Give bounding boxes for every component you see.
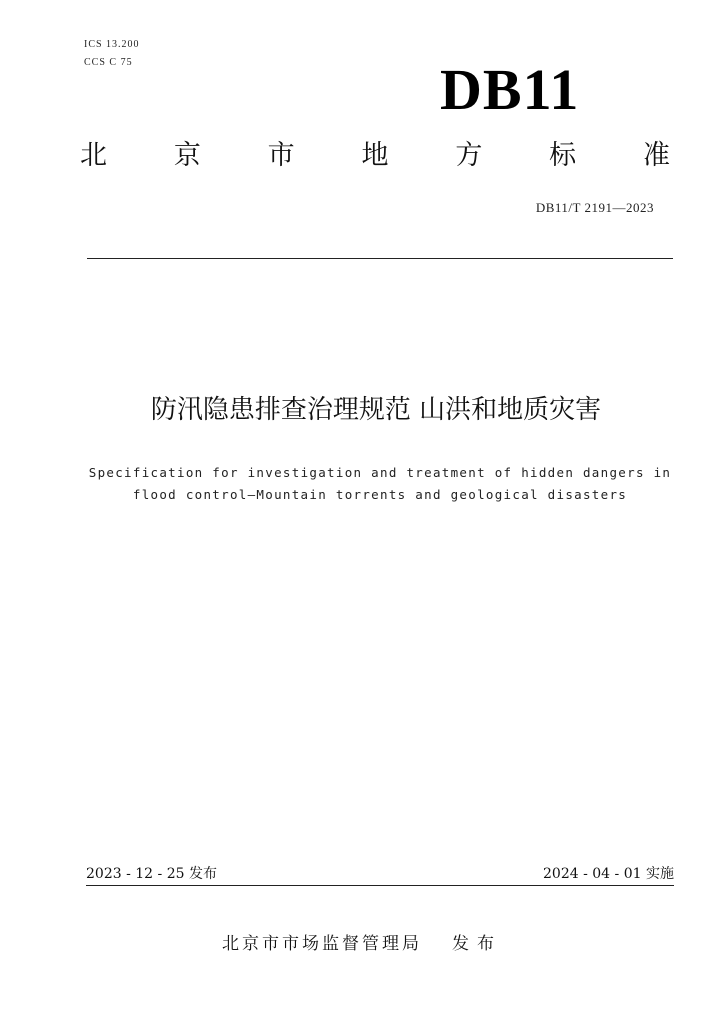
issuer-line	[0, 930, 724, 958]
ics-code: ICS 13.200	[84, 39, 140, 50]
standard-type-char: 标	[549, 140, 577, 171]
issuer-name: 北京市市场监督管理局	[222, 934, 422, 954]
standard-type-heading	[80, 136, 670, 176]
english-title-line-2: flood control—Mountain torrents and geological disasters	[132, 487, 628, 502]
document-title-english	[60, 462, 700, 506]
standard-type-char: 准	[642, 140, 670, 171]
english-title-line-1: Specification for investigation and treatment of hidden dangers in	[88, 465, 672, 480]
ccs-code: CCS C 75	[84, 57, 133, 68]
issue-word: 发布	[452, 934, 502, 954]
document-title-chinese: 防汛隐患排查治理规范 山洪和地质灾害	[150, 395, 602, 425]
standard-type-char: 京	[173, 140, 201, 171]
classification-codes	[84, 36, 140, 72]
standard-type-char: 北	[80, 140, 107, 171]
standard-number: DB11/T 2191—2023	[535, 200, 654, 215]
footer-divider	[86, 885, 674, 886]
db11-logo: DB11	[440, 57, 580, 122]
header-divider	[87, 258, 673, 259]
standard-type-char: 市	[267, 140, 295, 171]
publish-date: 2023 - 12 - 25 发布	[86, 866, 217, 882]
standard-type-char: 地	[361, 140, 389, 171]
standard-type-char: 方	[455, 140, 483, 171]
implement-date: 2024 - 04 - 01 实施	[543, 866, 674, 882]
